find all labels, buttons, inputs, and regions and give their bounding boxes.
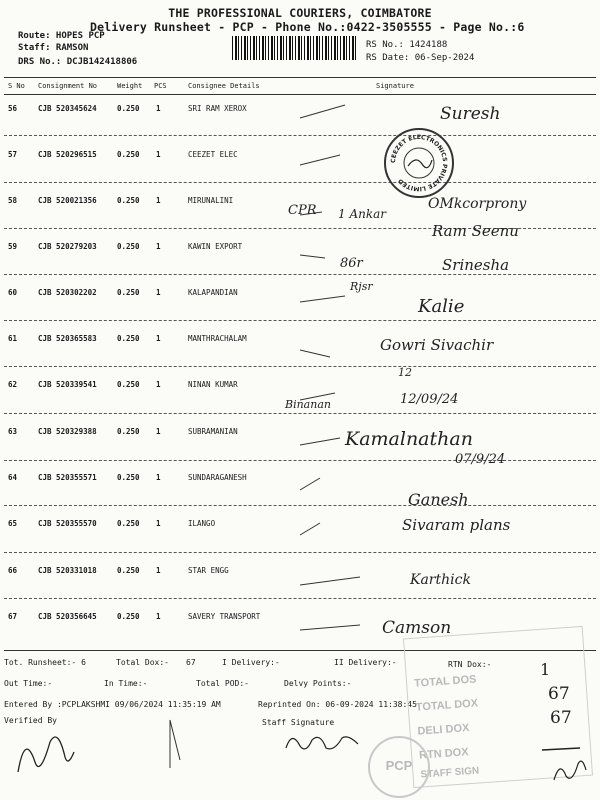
stamp-value-2: 67: [548, 684, 570, 704]
row-consignment: CJB 520355571: [38, 473, 97, 482]
pcp-stamp: [368, 736, 430, 798]
handwritten-signature: Srinesha: [442, 256, 510, 274]
stamp-text: CEEZET ELECTRONICS PRIVATE LIMITED: [389, 133, 449, 193]
i-delivery: I Delivery:-: [222, 658, 280, 667]
row-sno: 59: [8, 242, 18, 251]
staff-signature-label: Staff Signature: [262, 718, 335, 727]
col-sno: S No: [8, 82, 25, 90]
handwritten-signature: Gowri Sivachir: [380, 336, 494, 354]
stamp-dash-mark: [540, 740, 590, 790]
row-weight: 0.250: [117, 334, 140, 343]
handwritten-signature: Camson: [382, 618, 452, 638]
stamp-ring-text: [386, 130, 452, 196]
row-sno: 62: [8, 380, 18, 389]
handwritten-signature: OMkcorprony: [428, 196, 527, 212]
stamp-total-dox: TOTAL DOX: [415, 697, 479, 714]
col-pcs: PCS: [154, 82, 167, 90]
row-consignment: CJB 520279203: [38, 242, 97, 251]
row-sno: 57: [8, 150, 18, 159]
pen-stroke: [300, 438, 340, 445]
row-sno: 66: [8, 566, 18, 575]
stamp-staff-sign: STAFF SIGN: [420, 765, 480, 781]
pen-stroke: [300, 478, 320, 490]
route-label: Route: HOPES PCP: [18, 31, 105, 41]
pen-stroke: [300, 625, 360, 630]
row-pcs: 1: [156, 519, 161, 528]
row-sno: 56: [8, 104, 18, 113]
row-pcs: 1: [156, 242, 161, 251]
row-consignment: CJB 520331018: [38, 566, 97, 575]
rs-date: RS Date: 06-Sep-2024: [366, 53, 475, 63]
rtn-dox: RTN Dox:-: [448, 660, 492, 669]
pen-stroke: [300, 155, 340, 165]
row-pcs: 1: [156, 104, 161, 113]
row-pcs: 1: [156, 288, 161, 297]
pen-stroke: [300, 350, 330, 357]
handwritten-note: 86r: [340, 256, 363, 271]
row-sno: 67: [8, 612, 18, 621]
entered-by: Entered By :PCPLAKSHMI 09/06/2024 11:35:19 AM: [4, 700, 221, 709]
pen-stroke: [300, 255, 325, 258]
row-consignment: CJB 520345624: [38, 104, 97, 113]
total-dox-label: Total Dox:-: [116, 658, 169, 667]
tot-runsheet: Tot. Runsheet:- 6: [4, 658, 86, 667]
handwritten-note: 1 Ankar: [338, 207, 387, 221]
pen-stroke: [300, 523, 320, 535]
handwritten-signature: Kalie: [418, 296, 465, 317]
row-weight: 0.250: [117, 427, 140, 436]
row-sno: 63: [8, 427, 18, 436]
handwritten-note: 12: [398, 366, 412, 379]
row-weight: 0.250: [117, 196, 140, 205]
pcp-stamp-text: PCP: [385, 758, 413, 773]
stamp-value-3: 67: [550, 708, 572, 728]
row-sno: 58: [8, 196, 18, 205]
rs-number: RS No.: 1424188: [366, 40, 448, 50]
row-consignee: SUNDARAGANESH: [188, 473, 247, 482]
company-stamp: [384, 128, 454, 198]
row-consignee: SAVERY TRANSPORT: [188, 612, 261, 621]
row-consignment: CJB 520329388: [38, 427, 97, 436]
verified-by: Verified By: [4, 716, 57, 725]
row-pcs: 1: [156, 427, 161, 436]
row-pcs: 1: [156, 566, 161, 575]
row-consignment: CJB 520302202: [38, 288, 97, 297]
stamp-total-dos: TOTAL DOS: [413, 673, 477, 690]
handwritten-signature: 07/9/24: [455, 452, 506, 467]
handwritten-note: CPR: [288, 203, 317, 218]
corner-flourish: [170, 720, 180, 768]
row-pcs: 1: [156, 380, 161, 389]
row-consignee: SUBRAMANIAN: [188, 427, 238, 436]
row-weight: 0.250: [117, 380, 140, 389]
row-consignment: CJB 520355570: [38, 519, 97, 528]
row-consignee: SRI RAM XEROX: [188, 104, 247, 113]
row-weight: 0.250: [117, 288, 140, 297]
row-weight: 0.250: [117, 566, 140, 575]
in-time: In Time:-: [104, 679, 148, 688]
out-time: Out Time:-: [4, 679, 53, 688]
handwritten-signature: Kamalnathan: [345, 428, 473, 450]
row-consignment: CJB 520356645: [38, 612, 97, 621]
total-dox-value: 67: [186, 658, 196, 667]
row-weight: 0.250: [117, 473, 140, 482]
drs-number: DRS No.: DCJB142418806: [18, 57, 138, 67]
ii-delivery: II Delivery:-: [334, 658, 397, 667]
row-sno: 64: [8, 473, 18, 482]
handwritten-note: Rjsr: [350, 280, 373, 293]
runsheet-title: Delivery Runsheet - PCP - Phone No.:0422-3505555 - Page No.:6: [90, 20, 525, 34]
col-consignee: Consignee Details: [188, 82, 260, 90]
row-pcs: 1: [156, 196, 161, 205]
row-weight: 0.250: [117, 242, 140, 251]
row-weight: 0.250: [117, 612, 140, 621]
row-weight: 0.250: [117, 104, 140, 113]
handwritten-signature: Ganesh: [408, 490, 469, 509]
pen-stroke: [300, 296, 345, 302]
verified-signature: [10, 722, 80, 782]
svg-text:CEEZET ELECTRONICS PRIVATE LIM: [390, 134, 448, 192]
handwritten-signature: Suresh: [440, 104, 501, 124]
row-sno: 61: [8, 334, 18, 343]
company-title: THE PROFESSIONAL COURIERS, COIMBATORE: [168, 6, 432, 20]
stamp-deli-dox: DELI DOX: [417, 722, 470, 738]
row-consignee: ILANGO: [188, 519, 216, 528]
reprinted-on: Reprinted On: 06-09-2024 11:38:45: [258, 700, 417, 709]
row-consignee: CEEZET ELEC: [188, 150, 238, 159]
row-weight: 0.250: [117, 519, 140, 528]
total-pod: Total POD:-: [196, 679, 249, 688]
staff-label: Staff: RAMSON: [18, 43, 89, 53]
handwritten-signature: 12/09/24: [400, 392, 459, 407]
pen-stroke: [300, 105, 345, 118]
row-consignment: CJB 520365583: [38, 334, 97, 343]
col-consignment: Consignment No: [38, 82, 98, 90]
handwritten-signature: Ram Seenu: [432, 222, 519, 240]
handwritten-signature: Binanan: [285, 398, 331, 411]
row-consignment: CJB 520339541: [38, 380, 97, 389]
row-consignee: MIRUNALINI: [188, 196, 234, 205]
handwritten-signature: Karthick: [410, 572, 471, 588]
row-sno: 65: [8, 519, 18, 528]
row-pcs: 1: [156, 150, 161, 159]
row-weight: 0.250: [117, 150, 140, 159]
stamp-value-1: 1: [540, 660, 551, 679]
row-consignment: CJB 520296515: [38, 150, 97, 159]
row-consignee: MANTHRACHALAM: [188, 334, 247, 343]
row-consignee: NINAN KUMAR: [188, 380, 238, 389]
pen-stroke: [300, 577, 360, 585]
staff-signature: [282, 726, 362, 756]
row-consignee: KAWIN EXPORT: [188, 242, 243, 251]
handwritten-signature: Sivaram plans: [402, 516, 511, 534]
delvy-points: Delvy Points:-: [284, 679, 352, 688]
col-weight: Weight: [117, 82, 143, 90]
stamp-rtn-dox: RTN DOX: [418, 746, 469, 762]
row-consignment: CJB 520021356: [38, 196, 97, 205]
row-consignee: KALAPANDIAN: [188, 288, 238, 297]
row-pcs: 1: [156, 334, 161, 343]
col-signature: Signature: [376, 82, 414, 90]
row-pcs: 1: [156, 473, 161, 482]
row-pcs: 1: [156, 612, 161, 621]
row-sno: 60: [8, 288, 18, 297]
row-consignee: STAR ENGG: [188, 566, 229, 575]
